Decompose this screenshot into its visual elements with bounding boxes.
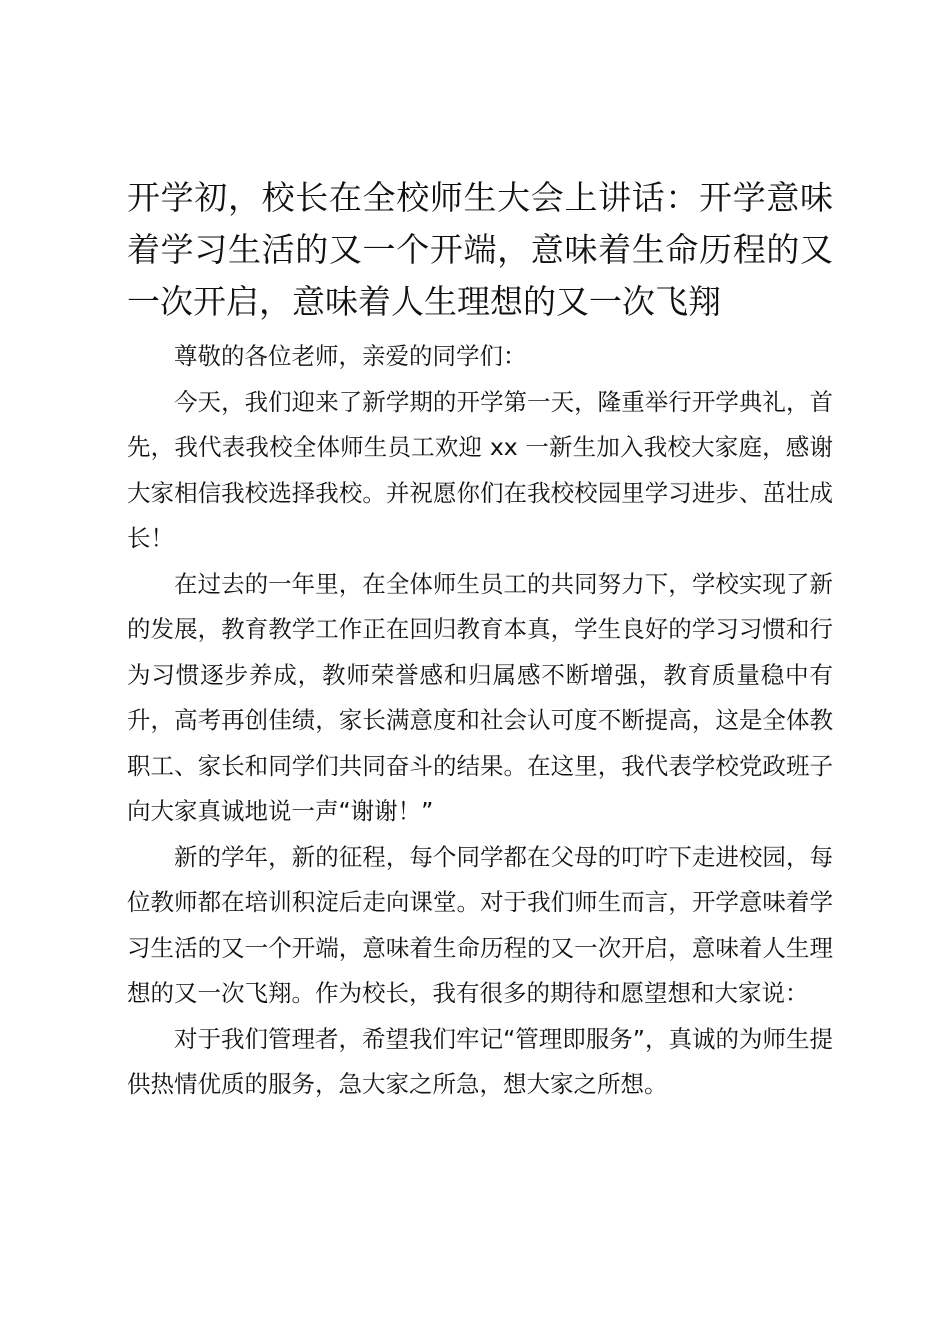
document-title: 开学初，校长在全校师生大会上讲话：开学意味着学习生活的又一个开端，意味着生命历程的又一次开启，意味着人生理想的又一次飞翔 (127, 178, 833, 321)
salutation: 尊敬的各位老师，亲爱的同学们： (174, 342, 527, 370)
paragraph-managers: 对于我们管理者，希望我们牢记“管理即服务”，真诚的为师生提供热情优质的服务，急大家之所急，想大家之所想。 (127, 1024, 833, 1098)
paragraph-new-year: 新的学年，新的征程，每个同学都在父母的叮咛下走进校园，每位教师都在培训积淀后走向课堂。对于我们师生而言，开学意味着学习生活的又一个开端，意味着生命历程的又一次开启，意味着人生理想的又一次飞翔。作为校长，我有很多的期待和愿望想和大家说： (127, 842, 833, 1007)
document-page (127, 172, 833, 1108)
paragraph-welcome: 今天，我们迎来了新学期的开学第一天，隆重举行开学典礼，首先，我代表我校全体师生员工欢迎 xx 一新生加入我校大家庭，感谢大家相信我校选择我校。并祝愿你们在我校校园里学习进步、茁壮成长！ (127, 387, 833, 552)
paragraph-past-year: 在过去的一年里，在全体师生员工的共同努力下，学校实现了新的发展，教育教学工作正在回归教育本真，学生良好的学习习惯和行为习惯逐步养成，教师荣誉感和归属感不断增强，教育质量稳中有升，高考再创佳绩，家长满意度和社会认可度不断提高，这是全体教职工、家长和同学们共同奋斗的结果。在这里，我代表学校党政班子向大家真诚地说一声“谢谢！” (127, 569, 833, 825)
